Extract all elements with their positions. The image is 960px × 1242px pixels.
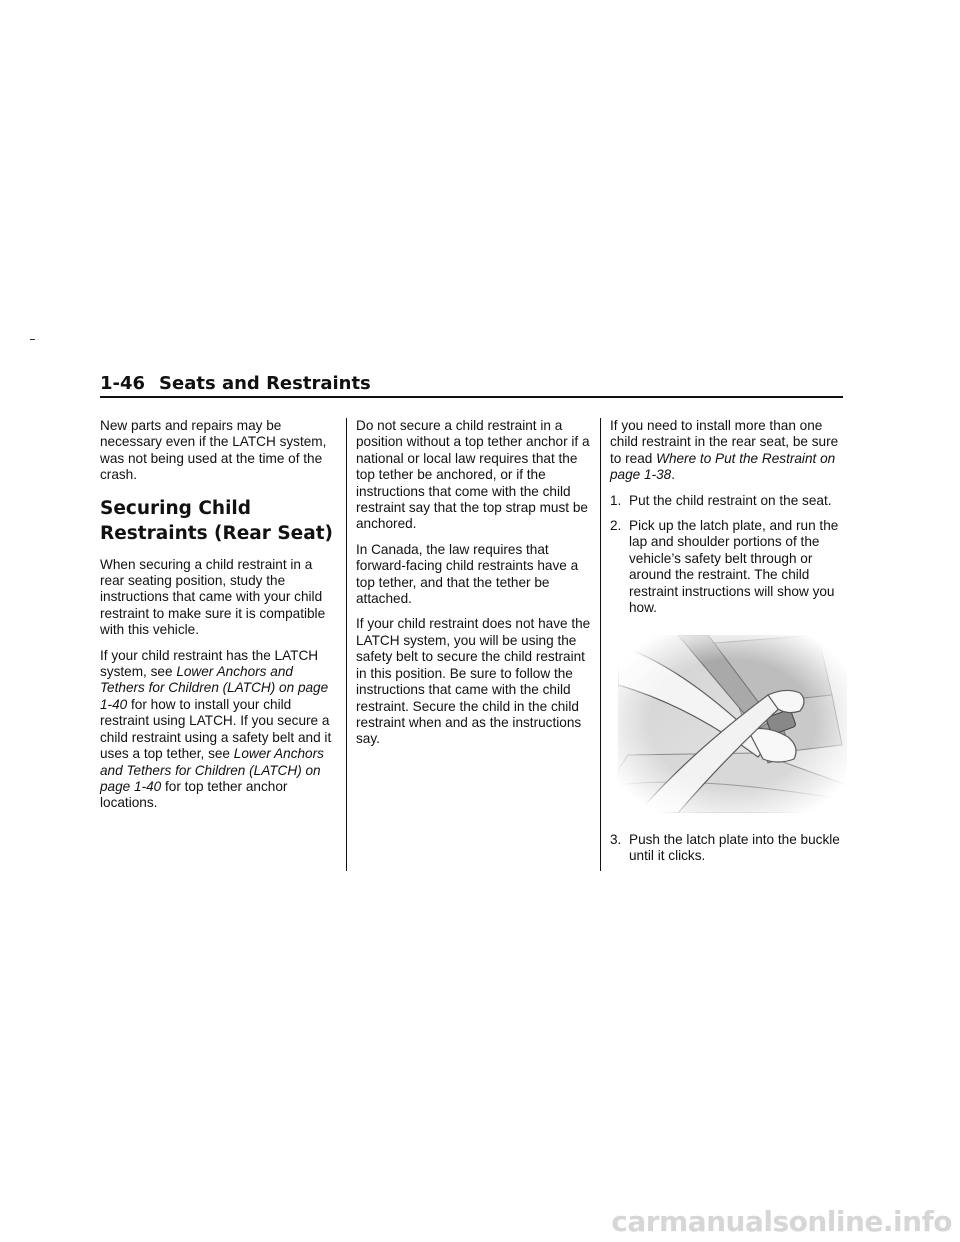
site-watermark: carmanualsonline.info [611, 1205, 952, 1238]
section-title: Seats and Restraints [159, 373, 371, 394]
where-to-put-link[interactable]: Where to Put the Restraint on page 1-38 [610, 450, 836, 483]
tether-reference-link[interactable]: Lower Anchors and Tethers for Children (LATCH) on page 1-40 [100, 746, 324, 794]
no-latch-paragraph: If your child restraint does not have the LATCH system, you will be using the safety belt to secure the child restraint in this position. Be sure to follow the instructions that came with the child restraint. Secure the child in the child restraint when and as the instructions say. [356, 616, 591, 747]
latch-paragraph: If your child restraint has the LATCH system, see Lower Anchors and Tethers for Children (LATCH) on page 1-40 for how to install your child restraint using LATCH. If you secure a child restraint using a safety belt and it uses a top tether, see Lower Anchors and Tethers for Children (LATCH) on page 1-40 for top tether anchor locations. [100, 647, 332, 811]
multiple-restraints-paragraph: If you need to install more than one child restraint in the rear seat, be sure to read Where to Put the Restraint on page 1-38. [610, 418, 839, 483]
header-rule [100, 396, 843, 398]
steps-list [610, 493, 845, 617]
step-1: 1. Put the child restraint on the seat. [610, 492, 832, 508]
section-heading: Securing Child Restraints (Rear Seat) [100, 497, 334, 544]
steps-list-continued [610, 832, 845, 865]
latch-reference-link[interactable]: Lower Anchors and Tethers for Children (LATCH) on page 1-40 [100, 664, 329, 712]
step-2: 2. Pick up the latch plate, and run the lap and shoulder portions of the vehicle’s safety belt through or around the restraint. The child restraint instructions will show you how. [610, 518, 839, 616]
page-header [100, 373, 371, 394]
corner-mark [30, 339, 35, 340]
column-2 [356, 418, 591, 757]
intro-paragraph: New parts and repairs may be necessary even if the LATCH system, was not being used at the time of the crash. [100, 418, 327, 483]
column-divider-2 [600, 418, 601, 871]
securing-paragraph: When securing a child restraint in a rear seating position, study the instructions that came with your child restraint to make sure it is compatible with this vehicle. [100, 556, 326, 638]
column-1 [100, 418, 340, 821]
canada-paragraph: In Canada, the law requires that forward-facing child restraints have a top tether, and that the tether be attached. [356, 541, 579, 607]
page-number: 1-46 [100, 373, 146, 394]
column-3 [610, 418, 845, 865]
column-divider-1 [346, 418, 347, 871]
step-3: 3. Push the latch plate into the buckle until it clicks. [610, 831, 840, 864]
tether-law-paragraph: Do not secure a child restraint in a position without a top tether anchor if a national or local law requires that the top tether be anchored, or if the instructions that come with the child restraint say that the top strap must be anchored. [356, 418, 590, 532]
latch-plate-illustration [618, 635, 847, 813]
